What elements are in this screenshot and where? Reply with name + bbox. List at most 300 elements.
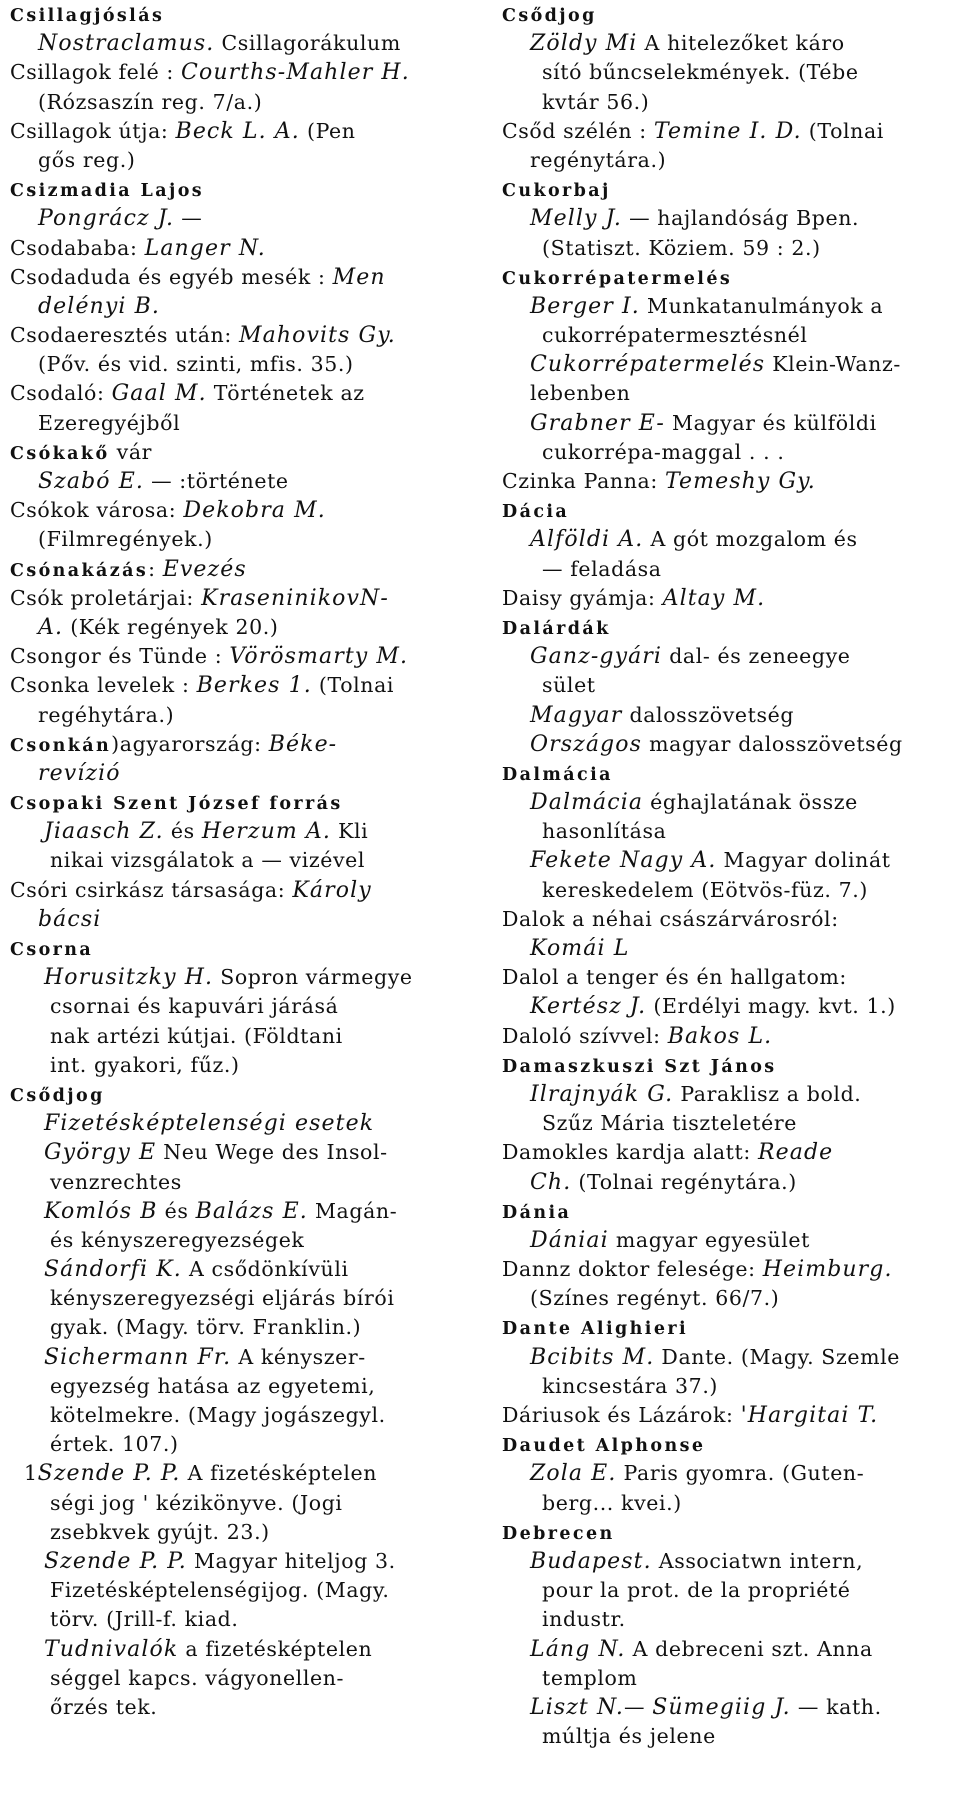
index-entry [10, 963, 465, 992]
index-heading [502, 1430, 952, 1459]
author-text: Langer N. [144, 235, 266, 261]
index-entry [502, 1168, 952, 1197]
index-entry [502, 701, 952, 730]
author-text: Herzum A. [201, 819, 331, 845]
author-text: Reade [757, 1140, 834, 1166]
entry-text: cukorrépatermesztésnél [542, 323, 808, 348]
author-text: Fizetésképtelenségi esetek [44, 1111, 375, 1137]
entry-text: A debreceni szt. Anna [625, 1636, 873, 1661]
heading-text: Csókakő [10, 443, 110, 464]
entry-text: sító bűncselekmények. (Tébe [542, 60, 859, 85]
entry-text: Történetek az [206, 381, 365, 406]
index-entry [502, 146, 952, 175]
index-entry [10, 730, 465, 759]
index-entry [502, 1459, 952, 1488]
author-text: 'Hargitai T. [740, 1403, 879, 1428]
index-entry [502, 525, 952, 554]
author-text: Jiaasch Z. [44, 819, 164, 845]
entry-text: (Tolnai [801, 118, 884, 143]
heading-text: Csonkán [10, 735, 112, 756]
index-heading [502, 1051, 952, 1080]
index-entry [10, 1518, 465, 1547]
author-text: Heimburg. [762, 1257, 893, 1283]
entry-text: vár [109, 439, 153, 464]
entry-text: (Erdélyi magy. kvt. 1.) [646, 994, 896, 1019]
entry-text: nikai vizsgálatok a — vizével [50, 848, 366, 873]
index-entry [502, 379, 952, 408]
entry-text: éghajlatának össze [643, 790, 858, 815]
index-entry [502, 1664, 952, 1693]
entry-text: A hitelezőket káro [637, 31, 845, 56]
author-text: Sándorfi K. [44, 1257, 182, 1283]
index-entry [502, 1547, 952, 1576]
entry-text: berg... kvei.) [542, 1490, 682, 1515]
index-heading [502, 1197, 952, 1226]
entry-text: Csóri csirkász társasága: [10, 877, 293, 902]
author-text: Komái L [530, 936, 630, 961]
entry-text: múltja és jelene [542, 1724, 716, 1749]
entry-text: industr. [542, 1607, 626, 1632]
entry-text: gyak. (Magy. törv. Franklin.) [50, 1315, 362, 1340]
author-text: Sichermann Fr. [44, 1344, 232, 1370]
entry-text: A kényszer- [231, 1344, 366, 1369]
index-entry [502, 1635, 952, 1664]
index-entry [502, 1226, 952, 1255]
index-entry [502, 963, 952, 992]
index-entry [502, 438, 952, 467]
author-text: Melly J. [530, 206, 622, 232]
index-entry [502, 788, 952, 817]
index-entry [502, 905, 952, 934]
entry-text: Associatwn intern, [651, 1548, 864, 1573]
entry-text: és kényszeregyezségek [50, 1227, 305, 1252]
entry-text: (Filmregények.) [38, 527, 213, 552]
heading-text: Debrecen [502, 1523, 615, 1544]
entry-text: Kli [330, 819, 369, 844]
index-entry [10, 642, 465, 671]
entry-text: (Kék regények 20.) [63, 614, 279, 639]
index-entry [10, 1226, 465, 1255]
entry-text: dal- és zeneegye [662, 644, 851, 669]
entry-text: Paris gyomra. (Guten- [616, 1461, 865, 1486]
entry-text: (Pőv. és vid. szinti, mfis. 35.) [38, 352, 354, 377]
author-text: Ganz-gyári [530, 644, 663, 670]
heading-text: Dante Alighieri [502, 1319, 689, 1340]
index-entry [10, 234, 465, 263]
author-text: A. [38, 614, 64, 640]
author-text: Temeshy Gy. [664, 469, 816, 494]
entry-text: Csillagorákulum [214, 31, 401, 56]
entry-text: Czinka Panna: [502, 469, 665, 493]
author-text: Horusitzky H. [44, 965, 214, 991]
index-heading [502, 1518, 952, 1547]
entry-text: Munkatanulmányok a [639, 293, 884, 318]
index-entry [10, 1635, 465, 1664]
entry-text: Csillagok útja: [10, 118, 176, 143]
entry-text: (Színes regényt. 66/7.) [530, 1286, 780, 1311]
author-text: Szende P. P. [44, 1548, 187, 1574]
heading-text: Csődjog [502, 6, 597, 26]
entry-text: Magán- [307, 1198, 398, 1223]
index-entry [502, 992, 952, 1021]
index-entry [10, 438, 465, 467]
index-entry [502, 1372, 952, 1401]
index-heading [10, 175, 465, 204]
index-entry [502, 1343, 952, 1372]
index-entry [502, 1576, 952, 1605]
entry-text: séggel kapcs. vágyonellen- [50, 1665, 345, 1690]
entry-text: Szűz Mária tiszteletére [542, 1111, 797, 1136]
index-entry [10, 1489, 465, 1518]
index-entry [10, 1109, 465, 1138]
author-text: Károly [292, 877, 372, 903]
author-text: Országos [530, 731, 642, 757]
author-text: delényi B. [38, 293, 160, 319]
author-text: Courths-Mahler H. [181, 60, 410, 86]
index-entry [502, 58, 952, 87]
entry-text: )agyarország: [111, 731, 269, 756]
index-entry [10, 584, 465, 613]
index-entry [10, 1693, 465, 1722]
index-entry [502, 555, 952, 584]
index-entry [10, 88, 465, 117]
index-entry [10, 350, 465, 379]
entry-text: Csonka levelek : [10, 673, 197, 698]
left-column [10, 0, 465, 1722]
entry-text: gős reg.) [38, 147, 136, 172]
index-heading [502, 1313, 952, 1342]
index-entry [10, 613, 465, 642]
index-heading [502, 759, 952, 788]
entry-text: és [157, 1198, 196, 1223]
entry-text: (Tolnai regénytára.) [571, 1169, 797, 1194]
author-text: Dekobra M. [183, 498, 326, 524]
heading-text: Dácia [502, 502, 570, 523]
index-entry [10, 1459, 465, 1488]
index-entry [502, 846, 952, 875]
index-entry [502, 350, 952, 379]
entry-text: magyar dalosszövetség [641, 731, 903, 756]
author-text: Altay M. [662, 585, 766, 611]
index-entry [10, 58, 465, 87]
index-entry [502, 29, 952, 58]
entry-text: nak artézi kútjai. (Földtani [50, 1023, 343, 1048]
entry-text: venzrechtes [50, 1169, 182, 1194]
author-text: Cukorrépatermelés [530, 352, 766, 378]
index-entry [502, 1401, 952, 1430]
entry-text: kincsestára 37.) [542, 1373, 719, 1398]
entry-text: sület [542, 673, 596, 698]
index-entry [10, 1138, 465, 1167]
author-text: Komlós B [44, 1198, 158, 1224]
author-text: Berger I. [530, 293, 640, 319]
entry-text: kereskedelem (Eötvös-füz. 7.) [542, 877, 868, 902]
entry-text: — hajlandóság Bpen. [621, 206, 860, 231]
index-entry [10, 379, 465, 408]
entry-text: Csodaduda és egyéb mesék : [10, 264, 333, 289]
entry-text: Sopron vármegye [213, 965, 413, 990]
author-text: KraseninikovN- [201, 585, 389, 611]
index-entry [502, 584, 952, 613]
entry-text: Dáriusok és Lázárok: [502, 1403, 741, 1427]
entry-text: (Statiszt. Köziem. 59 : 2.) [542, 235, 821, 260]
heading-text: Csorna [10, 940, 94, 960]
author-text: Béke- [268, 731, 338, 757]
index-entry [502, 876, 952, 905]
entry-text: és [163, 819, 202, 844]
entry-text: A fizetésképtelen [180, 1461, 378, 1486]
index-entry [10, 1284, 465, 1313]
entry-text: Daloló szívvel: [502, 1023, 668, 1048]
heading-text: Csónakázás [10, 560, 149, 581]
entry-text: dalosszövetség [622, 702, 795, 727]
index-entry [10, 846, 465, 875]
index-heading [10, 934, 465, 963]
author-text: Láng N. [530, 1636, 626, 1662]
entry-text: Dannz doktor felesége: [502, 1257, 763, 1282]
index-entry [502, 117, 952, 146]
author-text: Vörösmarty M. [229, 644, 409, 670]
heading-text: Daudet Alphonse [502, 1436, 706, 1457]
index-entry [10, 1430, 465, 1459]
index-entry [10, 1547, 465, 1576]
author-text: Dániai [530, 1227, 609, 1253]
entry-text: Csodababa: [10, 235, 145, 260]
right-column [502, 0, 952, 1751]
entry-text: — :története [143, 469, 289, 493]
index-entry [10, 1022, 465, 1051]
index-entry [10, 555, 465, 584]
index-entry [10, 1197, 465, 1226]
index-entry [502, 467, 952, 496]
author-text: Magyar [530, 702, 623, 728]
author-text: Beck L. A. [175, 118, 300, 144]
heading-text: Dánia [502, 1202, 572, 1223]
entry-text: — [174, 206, 203, 231]
entry-text: Dalol a tenger és én hallgatom: [502, 965, 847, 990]
index-entry [502, 1722, 952, 1751]
heading-text: Dalárdák [502, 618, 611, 639]
index-entry [10, 876, 465, 905]
entry-text: Csodaeresztés után: [10, 323, 239, 348]
index-entry [10, 29, 465, 58]
index-entry [502, 409, 952, 438]
index-heading [10, 788, 465, 817]
author-text: Bakos L. [667, 1023, 773, 1049]
author-text: Temine I. D. [653, 118, 802, 144]
author-text: Men [332, 264, 386, 290]
index-entry [502, 1109, 952, 1138]
entry-text: Daisy gyámja: [502, 585, 663, 610]
entry-text: — kath. [790, 1694, 882, 1719]
index-entry [10, 701, 465, 730]
author-text: Pongrácz J. [38, 206, 175, 232]
author-text: Bcibits M. [530, 1344, 655, 1370]
index-entry [10, 525, 465, 554]
index-entry [10, 263, 465, 292]
index-entry [10, 467, 465, 496]
entry-text: Csodaló: [10, 381, 112, 406]
entry-text: kötelmekre. (Magy jogászegyl. [50, 1403, 386, 1427]
index-entry [502, 234, 952, 263]
entry-text: Klein-Wanz- [765, 352, 901, 377]
entry-text: magyar egyesület [608, 1227, 810, 1252]
author-text: Budapest. [530, 1548, 652, 1574]
entry-text: regénytára.) [530, 147, 667, 172]
entry-text: — feladása [542, 556, 662, 581]
entry-text: a fizetésképtelen [178, 1636, 373, 1661]
index-entry [502, 1255, 952, 1284]
entry-text: A gót mozgalom és [643, 527, 858, 552]
index-heading [10, 0, 465, 29]
author-text: Alföldi A. [530, 527, 644, 553]
index-entry [10, 1051, 465, 1080]
index-entry [10, 905, 465, 934]
author-text: Berkes 1. [196, 673, 312, 699]
heading-text: Csizmadia Lajos [10, 181, 205, 202]
entry-text: : [148, 556, 163, 581]
index-entry [10, 1401, 465, 1430]
entry-text: Damokles kardja alatt: [502, 1140, 758, 1165]
entry-text: regéhytára.) [38, 702, 175, 727]
entry-text: zsebkvek gyújt. 23.) [50, 1519, 270, 1544]
heading-text: Csődjog [10, 1085, 105, 1106]
index-entry [502, 1605, 952, 1634]
entry-text: 1 [24, 1461, 38, 1486]
index-heading [10, 1080, 465, 1109]
author-text: Mahovits Gy. [238, 323, 396, 349]
index-entry [10, 1664, 465, 1693]
index-entry [10, 117, 465, 146]
author-text: Ilrajnyák G. [530, 1081, 674, 1107]
index-entry [502, 1693, 952, 1722]
author-text: Balázs E. [195, 1198, 308, 1224]
index-entry [10, 817, 465, 846]
index-entry [502, 292, 952, 321]
author-text: Fekete Nagy A. [530, 848, 717, 874]
author-text: Grabner E- [530, 410, 665, 436]
index-entry [502, 204, 952, 233]
index-entry [10, 292, 465, 321]
entry-text: lebenben [530, 381, 631, 406]
author-text: Tudnivalók [44, 1636, 179, 1662]
author-text: György E [44, 1140, 157, 1166]
index-entry [10, 409, 465, 438]
heading-text: Cukorrépatermelés [502, 268, 733, 289]
index-entry [10, 321, 465, 350]
entry-text: (Rózsaszín reg. 7/a.) [38, 89, 263, 114]
author-text: Dalmácia [530, 790, 644, 816]
index-entry [10, 204, 465, 233]
author-text: Gaal M. [111, 381, 207, 407]
author-text: Zöldy Mi [530, 31, 638, 57]
author-text: Szabó E. [38, 469, 144, 494]
index-entry [502, 817, 952, 846]
author-text: Sümegiig J. [652, 1694, 791, 1720]
author-text: Nostraclamus. [38, 31, 215, 57]
index-entry [10, 1605, 465, 1634]
entry-text: cukorrépa-maggal . . . [542, 439, 785, 464]
author-text: Szende P. P. [37, 1461, 181, 1487]
index-entry [502, 934, 952, 963]
index-entry [502, 1138, 952, 1167]
index-entry [10, 1313, 465, 1342]
heading-text: Damaszkuszi Szt János [502, 1056, 777, 1077]
author-text: Liszt N. [530, 1694, 624, 1720]
entry-text: Csőd szélén : [502, 118, 654, 143]
entry-text: ségi jog ' kézikönyve. (Jogi [50, 1490, 343, 1515]
author-text: Evezés [162, 556, 247, 582]
entry-text: kényszeregyezségi eljárás bírói [50, 1286, 395, 1311]
index-heading [502, 613, 952, 642]
entry-text: (Tolnai [311, 673, 395, 698]
index-entry [502, 730, 952, 759]
entry-text: kvtár 56.) [542, 89, 650, 114]
index-heading [502, 496, 952, 525]
entry-text: (Pen [299, 118, 356, 143]
index-entry [502, 642, 952, 671]
index-entry [502, 671, 952, 700]
index-entry [502, 1284, 952, 1313]
entry-text: Magyar dolinát [716, 848, 891, 873]
entry-text: Paraklisz a bold. [673, 1081, 862, 1106]
entry-text: Dante. (Magy. Szemle [654, 1344, 901, 1369]
heading-text: Dalmácia [502, 764, 613, 785]
entry-text: törv. (Jrill-f. kiad. [50, 1607, 239, 1632]
entry-text: csornai és kapuvári járásá [50, 994, 339, 1019]
entry-text: — [624, 1694, 653, 1719]
entry-text: Csongor és Tünde : [10, 644, 230, 669]
index-entry [10, 146, 465, 175]
entry-text: Csók proletárjai: [10, 585, 202, 610]
index-entry [502, 88, 952, 117]
entry-text: őrzés tek. [50, 1694, 158, 1719]
index-entry [502, 321, 952, 350]
index-entry [10, 1168, 465, 1197]
author-text: revízió [38, 760, 121, 786]
entry-text: A csődönkívüli [181, 1257, 349, 1282]
author-text: Zola E. [530, 1461, 617, 1487]
index-entry [10, 671, 465, 700]
index-heading [502, 263, 952, 292]
entry-text: Magyar és külföldi [664, 410, 877, 435]
entry-text: Csillagok felé : [10, 60, 182, 85]
index-entry [10, 759, 465, 788]
entry-text: Magyar hiteljog 3. [186, 1548, 396, 1573]
entry-text: értek. 107.) [50, 1432, 179, 1457]
entry-text: Neu Wege des Insol- [156, 1140, 388, 1165]
index-entry [10, 496, 465, 525]
index-entry [10, 1255, 465, 1284]
entry-text: Fizetésképtelenségijog. (Magy. [50, 1578, 390, 1603]
index-entry [10, 992, 465, 1021]
index-entry [10, 1343, 465, 1372]
index-entry [502, 1080, 952, 1109]
author-text: Kertész J. [530, 994, 647, 1020]
entry-text: egyezség hatása az egyetemi, [50, 1373, 376, 1398]
author-text: Ch. [530, 1169, 572, 1195]
entry-text: hasonlítása [542, 819, 667, 844]
heading-text: Cukorbaj [502, 181, 611, 202]
heading-text: Csopaki Szent József forrás [10, 794, 343, 815]
entry-text: Csókok városa: [10, 498, 184, 523]
index-entry [502, 1022, 952, 1051]
index-heading [502, 0, 952, 29]
entry-text: pour la prot. de la propriété [542, 1578, 851, 1603]
index-heading [502, 175, 952, 204]
index-entry [10, 1372, 465, 1401]
author-text: bácsi [38, 906, 102, 932]
